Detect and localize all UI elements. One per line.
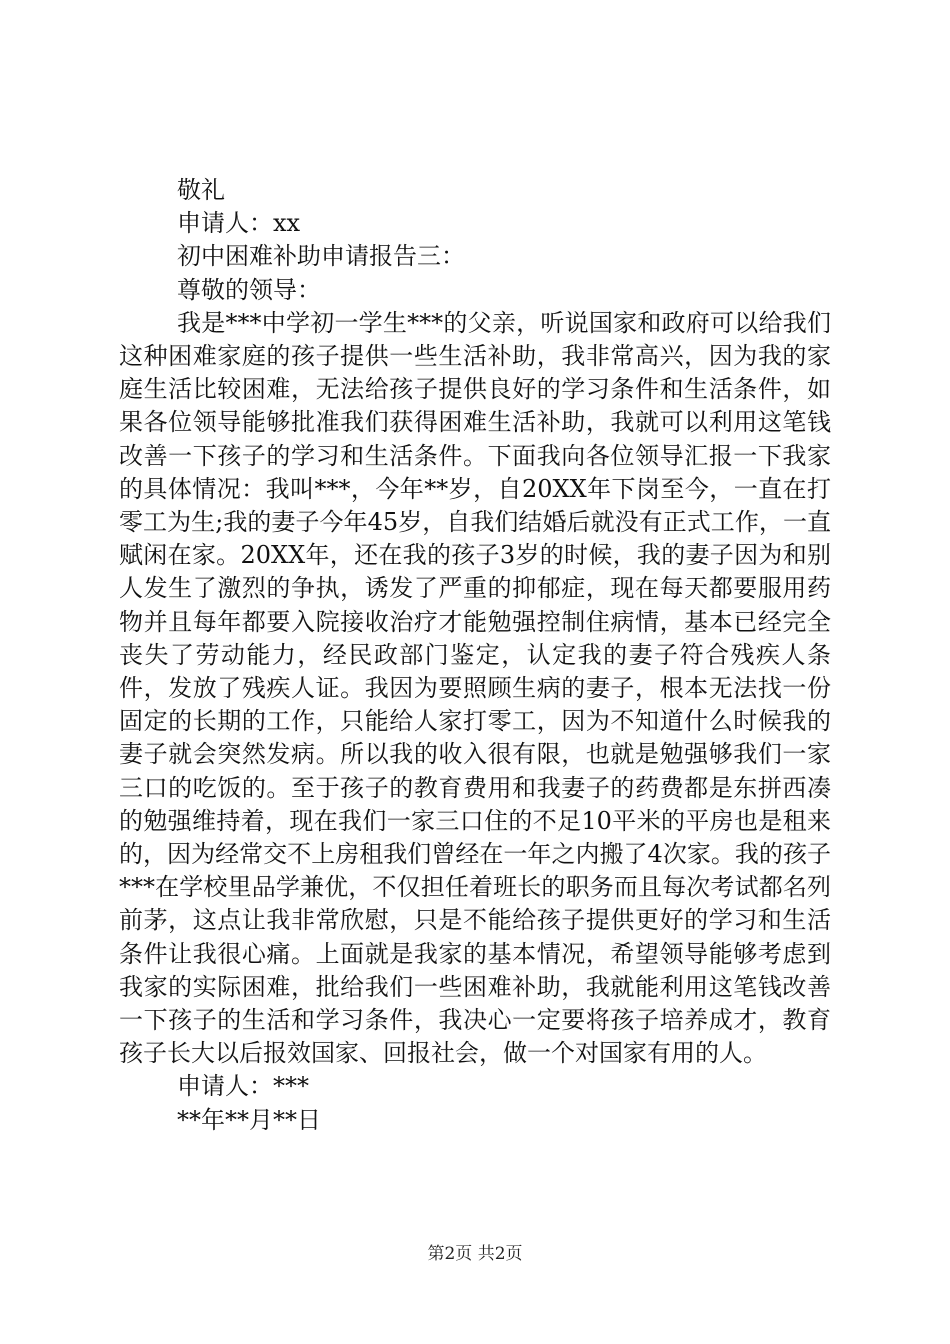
page-footer: 第2页 共2页 <box>427 1244 523 1264</box>
document-content <box>119 174 831 1137</box>
closing-salute: 敬礼 <box>177 176 225 204</box>
applicant-signature: 申请人：*** <box>177 1072 309 1101</box>
date-line: **年**月**日 <box>177 1105 321 1134</box>
greeting: 尊敬的领导： <box>177 275 321 304</box>
body-paragraph: 我是***中学初一学生***的父亲，听说国家和政府可以给我们这种困难家庭的孩子提供一些生活补助，我非常高兴，因为我的家庭生活比较困难，无法给孩子提供良好的学习条件和生活条件，如果各位领导能够批准我们获得困难生活补助，我就可以利用这笔钱改善一下孩子的学习和生活条件。下面我向各位领导汇报一下我家的具体情况：我叫***，今年**岁，自20XX年下岗至今，一直在打零工为生;我的妻子今年45岁，自我们结婚后就没有正式工作，一直赋闲在家。20XX年，还在我的孩子3岁的时候，我的妻子因为和别人发生了激烈的争执，诱发了严重的抑郁症，现在每天都要服用药物并且每年都要入院接收治疗才能勉强控制住病情，基本已经完全丧失了劳动能力，经民政部门鉴定，认定我的妻子符合残疾人条件，发放了残疾人证。我因为要照顾生病的妻子，根本无法找一份固定的长期的工作，只能给人家打零工，因为不知道什么时候我的妻子就会突然发病。所以我的收入很有限，也就是勉强够我们一家三口的吃饭的。至于孩子的教育费用和我妻子的药费都是东拼西凑的勉强维持着，现在我们一家三口住的不足10平米的平房也是租来的，因为经常交不上房租我们曾经在一年之内搬了4次家。我的孩子***在学校里品学兼优，不仅担任着班长的职务而且每次考试都名列前茅，这点让我非常欣慰，只是不能给孩子提供更好的学习和生活条件让我很心痛。上面就是我家的基本情况，希望领导能够考虑到我家的实际困难，批给我们一些困难补助，我就能利用这笔钱改善一下孩子的生活和学习条件，我决心一定要将孩子培养成才，教育孩子长大以后报效国家、回报社会，做一个对国家有用的人。 <box>119 308 831 1068</box>
section-title: 初中困难补助申请报告三： <box>177 242 465 271</box>
applicant-line: 申请人：xx <box>177 209 301 238</box>
